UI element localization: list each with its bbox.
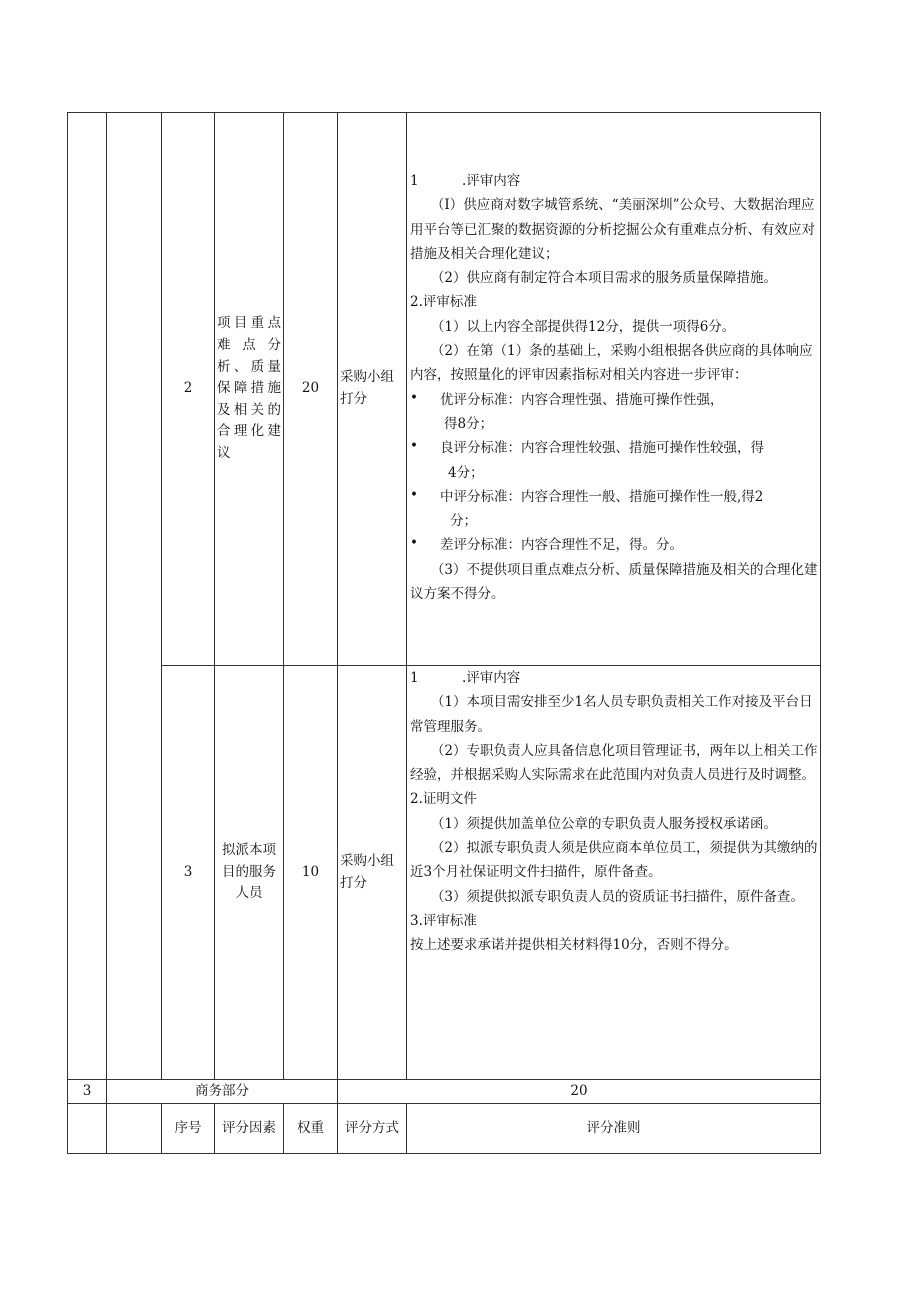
criteria-paragraph: （2）专职负责人应具备信息化项目管理证书，两年以上相关工作经验，并根据采购人实际需求在此范围内对负责人员进行及时调整。 <box>410 742 818 784</box>
header-method: 评分方式 <box>338 1104 407 1154</box>
bullet-item: • 中评分标准：内容合理性一般、措施可操作性一般,得2 分； <box>410 486 764 530</box>
criteria-spacer <box>410 113 818 169</box>
header-seq: 序号 <box>162 1104 215 1154</box>
bullet-item: • 良评分标准：内容合理性较强、措施可操作性较强，得 4分； <box>410 438 764 481</box>
header-factor: 评分因素 <box>215 1104 284 1154</box>
header-weight: 权重 <box>284 1104 338 1154</box>
header-criteria: 评分准则 <box>407 1104 821 1154</box>
business-score: 20 <box>338 1080 821 1104</box>
criteria-heading-2: 2.证明文件 <box>410 791 477 808</box>
row-weight: 10 <box>284 666 338 1080</box>
criteria-heading-1: 1 .评审内容 <box>410 670 521 686</box>
row-factor <box>215 113 284 666</box>
table-row-item-2 <box>68 113 821 666</box>
outer-category-cell <box>107 113 162 1080</box>
row-seq: 2 <box>162 113 215 666</box>
criteria-heading-3: 3.评审标准 <box>410 912 477 929</box>
criteria-heading-1: 1 .评审内容 <box>410 173 521 189</box>
criteria-paragraph: （1）须提供加盖单位公章的专职负责人服务授权承诺函。 <box>430 815 778 832</box>
business-section-row <box>68 1080 821 1104</box>
table-row-item-3 <box>68 666 821 1080</box>
row-seq: 3 <box>162 666 215 1080</box>
business-num: 3 <box>68 1080 107 1104</box>
criteria-heading-2: 2.评审标准 <box>410 294 477 311</box>
criteria-paragraph: （2）在第（1）条的基础上，采购小组根据各供应商的具体响应内容，按照量化的评审因素指标对相关内容进一步评审： <box>410 343 813 384</box>
criteria-paragraph: （2）供应商有制定符合本项目需求的服务质量保障措施。 <box>430 270 778 287</box>
row-method: 采购小组打分 <box>338 666 407 1080</box>
row-criteria <box>407 113 821 666</box>
criteria-paragraph: （2）拟派专职负责人须是供应商本单位员工，须提供为其缴纳的近3个月社保证明文件扫描件，原件备查。 <box>410 840 818 881</box>
criteria-paragraph: 按上述要求承诺并提供相关材料得10分，否则不得分。 <box>410 937 738 954</box>
row-factor-text: 项目重点难点分析、质量保障措施及相关的合理化建议 <box>217 315 281 461</box>
header-row <box>68 1104 821 1154</box>
criteria-paragraph: （1）本项目需安排至少1名人员专职负责相关工作对接及平台日常管理服务。 <box>410 694 813 735</box>
row-factor: 拟派本项目的服务人员 <box>215 666 284 1080</box>
bullet-item: • 差评分标准：内容合理性不足，得。分。 <box>410 535 683 554</box>
criteria-paragraph: （I）供应商对数字城管系统、“美丽深圳”公众号、大数据治理应用平台等已汇聚的数据资源的分析挖掘公众有重难点分析、有效应对措施及相关合理化建议； <box>410 197 815 262</box>
evaluation-table <box>67 112 821 1154</box>
criteria-paragraph: （3）须提供拟派专职负责人员的资质证书扫描件，原件备查。 <box>430 888 805 905</box>
bullet-item: • 优评分标准：内容合理性强、措施可操作性强， 得8分； <box>410 389 724 432</box>
criteria-paragraph: （1）以上内容全部提供得12分，提供一项得6分。 <box>430 318 736 335</box>
row-weight: 20 <box>284 113 338 666</box>
business-label: 商务部分 <box>107 1080 338 1104</box>
criteria-paragraph: （3）不提供项目重点难点分析、质量保障措施及相关的合理化建议方案不得分。 <box>410 561 818 603</box>
outer-index-cell <box>68 113 107 1080</box>
row-criteria <box>407 666 821 1080</box>
header-blank <box>107 1104 162 1154</box>
row-method: 采购小组打分 <box>338 113 407 666</box>
header-blank <box>68 1104 107 1154</box>
